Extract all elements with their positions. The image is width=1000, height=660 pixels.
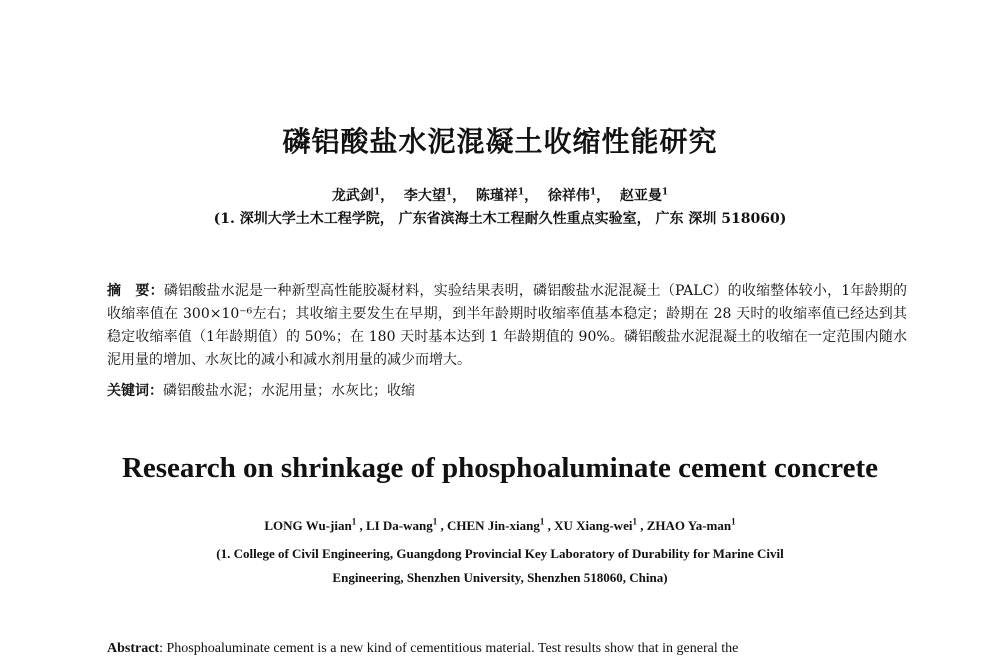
chinese-affiliation: (1. 深圳大学土木工程学院， 广东省滨海土木工程耐久性重点实验室， 广东 深圳 518060) <box>213 211 787 227</box>
author-name: XU Xiang-wei <box>554 518 633 533</box>
author-name: 赵亚曼 <box>619 188 662 204</box>
author-superscript: 1 <box>589 187 597 198</box>
author-name: LONG Wu-jian <box>264 518 352 533</box>
author-superscript: 1 <box>539 516 545 527</box>
author-name: CHEN Jin-xiang <box>447 518 540 533</box>
author-separator: , <box>356 518 366 533</box>
keywords-text: 磷铝酸盐水泥；水泥用量；水灰比；收缩 <box>163 383 415 399</box>
author-separator: ， <box>524 188 539 204</box>
chinese-keywords <box>107 380 907 403</box>
author-separator: , <box>437 518 448 533</box>
author-separator: ， <box>452 188 467 204</box>
author-superscript: 1 <box>632 516 637 527</box>
chinese-abstract <box>107 280 907 372</box>
abstract-text: 磷铝酸盐水泥是一种新型高性能胶凝材料，实验结果表明，磷铝酸盐水泥混凝土（PALC）的收缩整体较小，1年龄期的收缩率值在 300×10⁻⁶左右；其收缩主要发生在早期，到半年龄期时收缩率值基本稳定；龄期在 28 天时的收缩率值已经达到其稳定收缩率值（1年龄期值）的 50%；在 180 天时基本达到 1 年龄期值的 90%。磷铝酸盐水泥混凝土的收缩在一定范围内随水泥用量的增加、水灰比的减小和减水剂用量的减少而增大。 <box>107 283 907 368</box>
author-superscript: 1 <box>432 516 438 527</box>
chinese-authors <box>0 185 1000 205</box>
english-abstract <box>107 638 907 660</box>
chinese-title: 磷铝酸盐水泥混凝土收缩性能研究 <box>282 125 718 158</box>
english-affiliation <box>0 542 1000 590</box>
author-separator: , <box>544 518 555 533</box>
english-authors <box>0 518 1000 534</box>
keywords-label: 关键词： <box>107 383 163 399</box>
author-superscript: 1 <box>661 187 669 198</box>
abstract-label: Abstract <box>107 641 160 656</box>
author-separator: , <box>636 518 647 533</box>
english-title: Research on shrinkage of phosphoaluminate cement concrete <box>121 452 879 484</box>
abstract-label: 摘 要： <box>107 283 164 299</box>
author-name: ZHAO Ya-man <box>646 518 732 533</box>
author-separator: ， <box>596 188 611 204</box>
author-superscript: 1 <box>517 187 525 198</box>
author-superscript: 1 <box>445 187 453 198</box>
author-separator: ， <box>380 188 395 204</box>
author-superscript: 1 <box>351 516 357 527</box>
author-name: 陈瑾祥 <box>475 188 518 204</box>
abstract-text: : Phosphoaluminate cement is a new kind of cementitious material. Test results show that in general the <box>159 641 739 656</box>
author-name: 徐祥伟 <box>547 188 590 204</box>
author-superscript: 1 <box>731 516 736 527</box>
author-name: 李大望 <box>403 188 446 204</box>
affiliation-line: (1. College of Civil Engineering, Guangdong Provincial Key Laboratory of Durability for Marine Civil <box>216 546 784 561</box>
author-name: 龙武剑 <box>331 188 374 204</box>
author-name: LI Da-wang <box>365 518 433 533</box>
author-superscript: 1 <box>373 187 381 198</box>
affiliation-line: Engineering, Shenzhen University, Shenzhen 518060, China) <box>332 570 668 585</box>
